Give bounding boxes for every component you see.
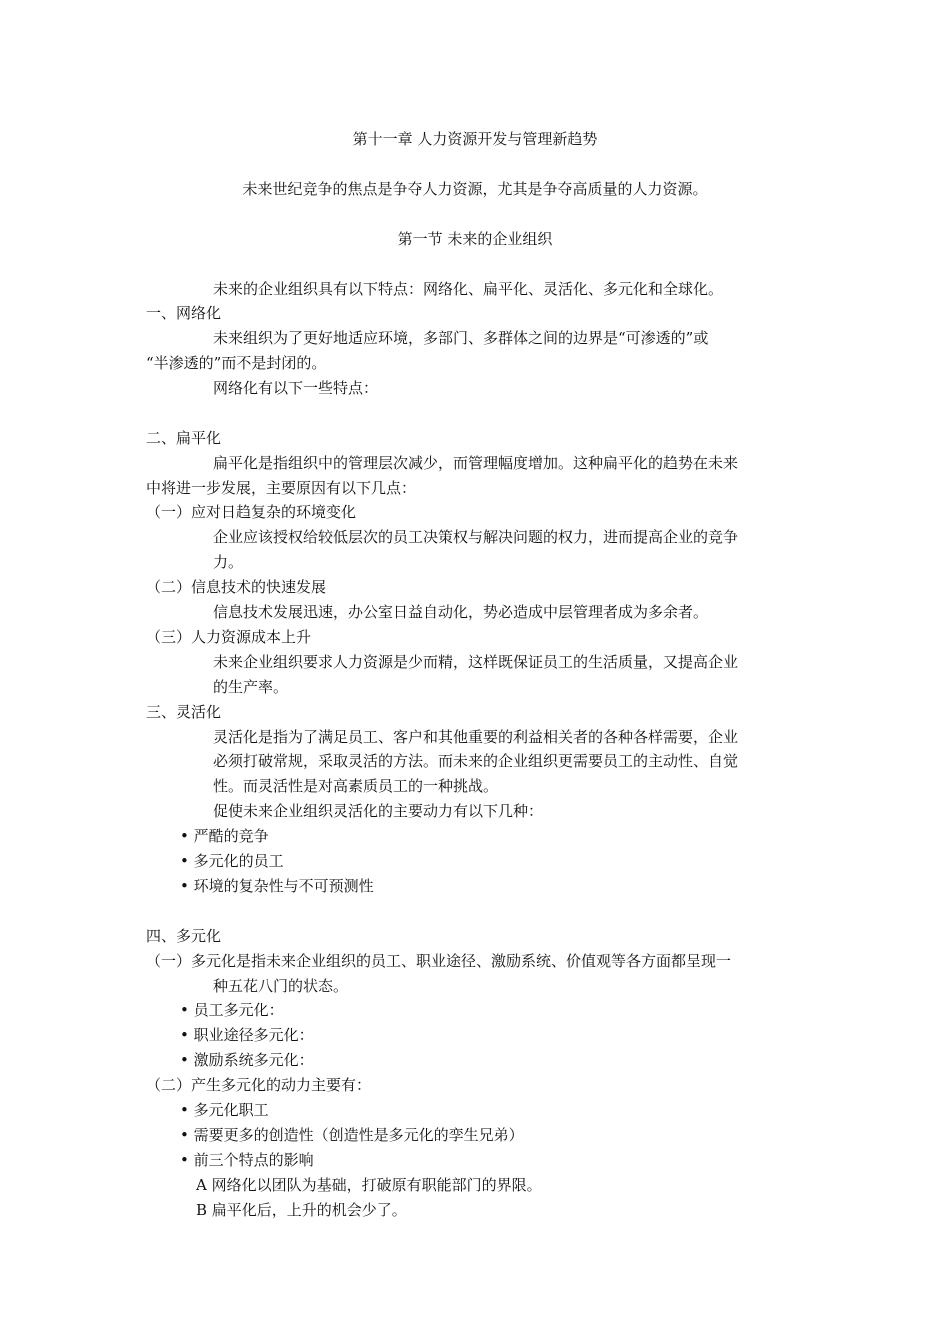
bullet-item: • 需要更多的创造性（创造性是多元化的孪生兄弟） <box>180 1126 524 1144</box>
section-title: 第一节 未来的企业组织 <box>397 230 553 248</box>
bullet-item: • 多元化的员工 <box>180 852 284 870</box>
paragraph-line: 灵活化是指为了满足员工、客户和其他重要的利益相关者的各种各样需要，企业 <box>213 728 739 746</box>
sub-item: A 网络化以团队为基础，打破原有职能部门的界限。 <box>196 1176 542 1194</box>
bullet-item: • 环境的复杂性与不可预测性 <box>180 877 374 895</box>
subheading-1: （一）应对日趋复杂的环境变化 <box>146 503 357 521</box>
bullet-item: • 前三个特点的影响 <box>180 1151 314 1169</box>
subheading-3: （三）人力资源成本上升 <box>146 628 312 646</box>
heading-flattening: 二、扁平化 <box>146 429 222 447</box>
heading-flexibility: 三、灵活化 <box>146 703 222 721</box>
bullet-item: • 员工多元化： <box>180 1001 284 1019</box>
paragraph-line: 必须打破常规，采取灵活的方法。而未来的企业组织更需要员工的主动性、自觉 <box>213 752 739 770</box>
paragraph-line: 中将进一步发展，主要原因有以下几点： <box>146 479 417 497</box>
paragraph-line: 的生产率。 <box>213 678 289 696</box>
intro-paragraph: 未来世纪竞争的焦点是争夺人力资源，尤其是争夺高质量的人力资源。 <box>242 180 708 198</box>
paragraph-line: 未来企业组织要求人力资源是少而精，这样既保证员工的生活质量，又提高企业 <box>213 653 739 671</box>
paragraph-line: 信息技术发展迅速，办公室日益自动化，势必造成中层管理者成为多余者。 <box>213 603 709 621</box>
paragraph-line: 未来的企业组织具有以下特点：网络化、扁平化、灵活化、多元化和全球化。 <box>213 280 724 298</box>
subheading-2: （二）信息技术的快速发展 <box>146 578 327 596</box>
bullet-item: • 严酷的竞争 <box>180 827 269 845</box>
subheading-2: （二）产生多元化的动力主要有： <box>146 1076 372 1094</box>
paragraph-line: 扁平化是指组织中的管理层次减少，而管理幅度增加。这种扁平化的趋势在未来 <box>213 454 739 472</box>
sub-item: B 扁平化后，上升的机会少了。 <box>196 1201 407 1219</box>
paragraph-line: 网络化有以下一些特点： <box>213 379 379 397</box>
bullet-item: • 激励系统多元化： <box>180 1051 314 1069</box>
heading-diversification: 四、多元化 <box>146 927 222 945</box>
chapter-title: 第十一章 人力资源开发与管理新趋势 <box>352 130 598 148</box>
paragraph-line: 企业应该授权给较低层次的员工决策权与解决问题的权力，进而提高企业的竞争 <box>213 528 739 546</box>
bullet-item: • 职业途径多元化： <box>180 1026 314 1044</box>
paragraph-line: 种五花八门的状态。 <box>213 977 349 995</box>
paragraph-line: 促使未来企业组织灵活化的主要动力有以下几种： <box>213 802 544 820</box>
heading-networking: 一、网络化 <box>146 304 222 322</box>
paragraph-line: “半渗透的”而不是封闭的。 <box>146 354 327 372</box>
paragraph-line: （一）多元化是指未来企业组织的员工、职业途径、激励系统、价值观等各方面都呈现一 <box>146 952 732 970</box>
paragraph-line: 未来组织为了更好地适应环境，多部门、多群体之间的边界是“可渗透的”或 <box>213 329 709 347</box>
bullet-item: • 多元化职工 <box>180 1101 269 1119</box>
paragraph-line: 力。 <box>213 553 244 571</box>
paragraph-line: 性。而灵活性是对高素质员工的一种挑战。 <box>213 777 499 795</box>
